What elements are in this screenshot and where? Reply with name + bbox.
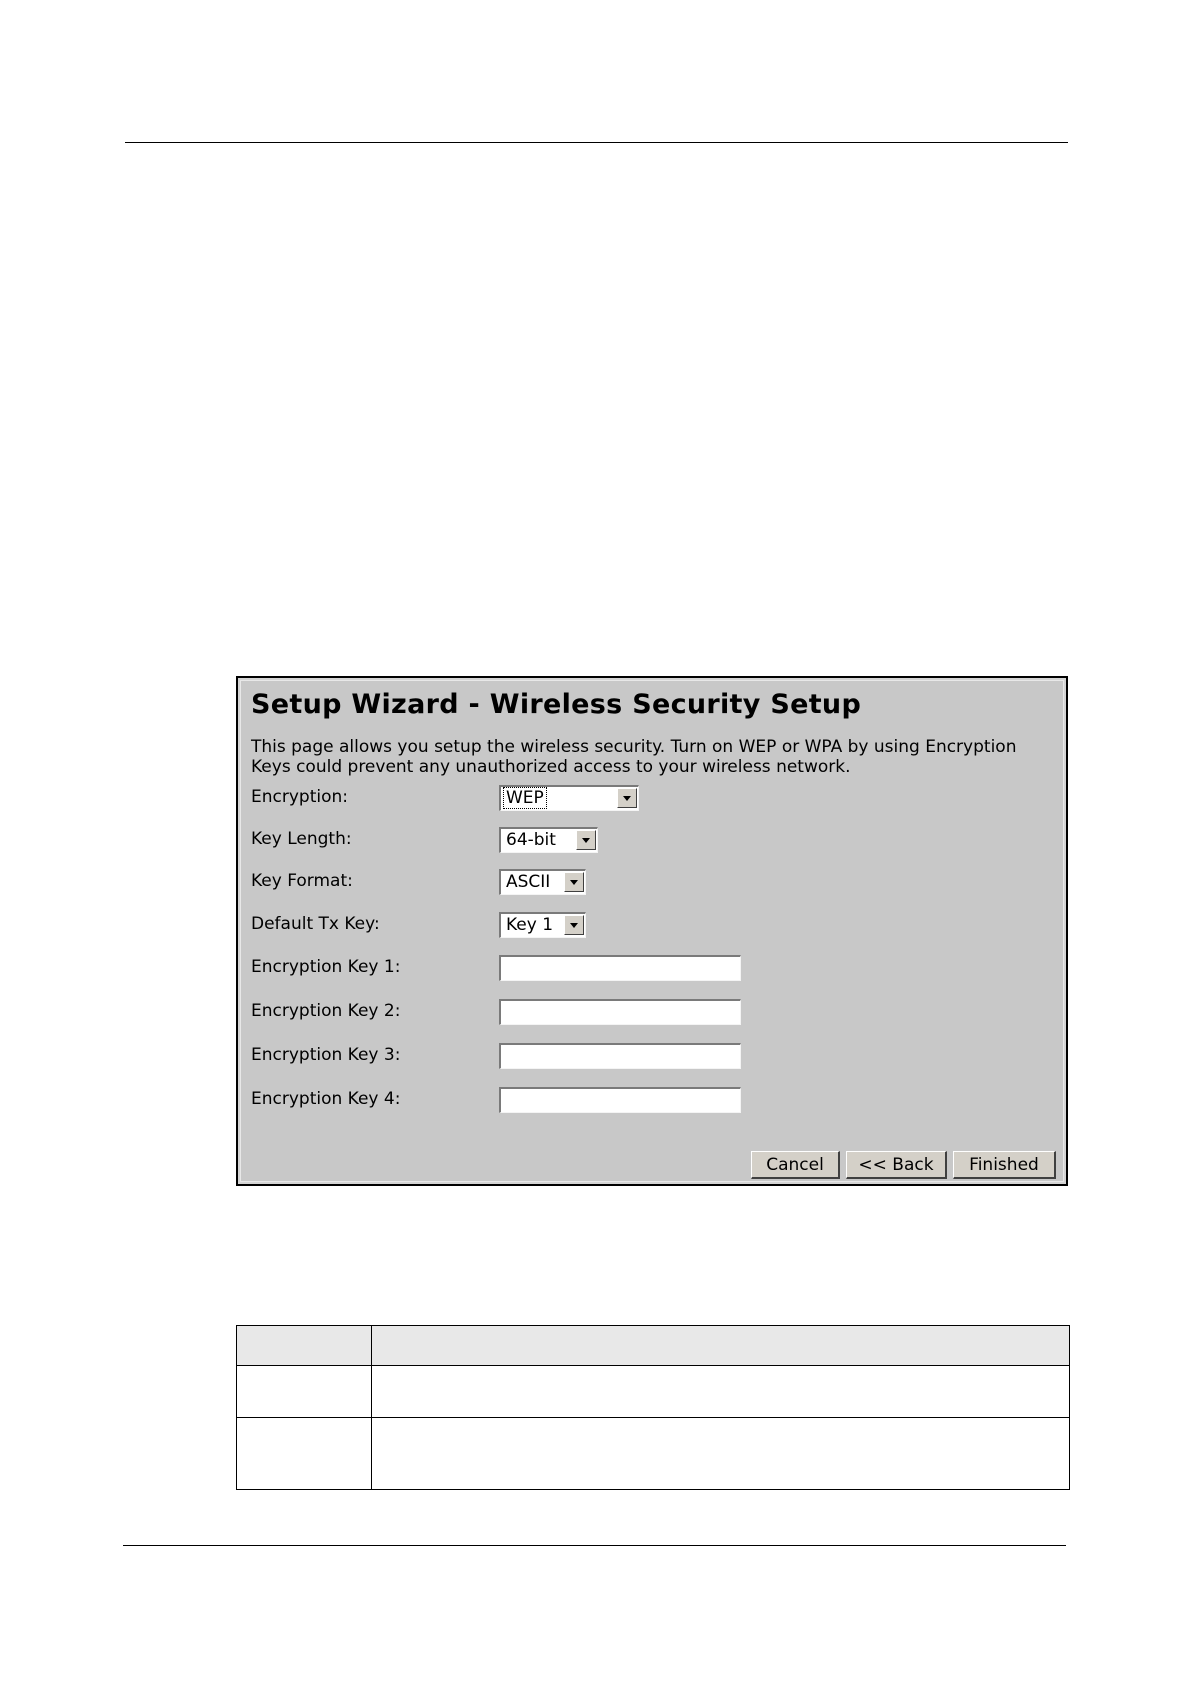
wireless-security-wizard-screenshot: [236, 676, 1068, 1186]
chevron-down-icon[interactable]: [564, 872, 584, 892]
key-length-selected-value: 64-bit: [506, 830, 556, 850]
key-format-selected-value: ASCII: [506, 872, 551, 892]
key-length-select[interactable]: [499, 827, 598, 853]
key-length-label: Key Length:: [251, 829, 352, 849]
encryption-selected-value: WEP: [506, 788, 544, 808]
encryption-label: Encryption:: [251, 787, 348, 807]
table-header-cell: [372, 1326, 1070, 1366]
table-cell: [237, 1366, 372, 1418]
chevron-down-icon[interactable]: [617, 788, 637, 808]
table-cell: [372, 1418, 1070, 1490]
back-button[interactable]: << Back: [846, 1151, 947, 1179]
finished-button[interactable]: Finished: [953, 1151, 1056, 1179]
encryption-key-3-label: Encryption Key 3:: [251, 1045, 401, 1065]
page-description: This page allows you setup the wireless security. Turn on WEP or WPA by using Encryption Keys could prevent any unauthorized access to your wireless network.: [251, 737, 1017, 777]
encryption-key-2-label: Encryption Key 2:: [251, 1001, 401, 1021]
chevron-down-icon[interactable]: [564, 915, 584, 935]
cancel-button[interactable]: Cancel: [751, 1151, 840, 1179]
key-format-label: Key Format:: [251, 871, 353, 891]
table-cell: [372, 1366, 1070, 1418]
encryption-key-2-input[interactable]: [499, 999, 741, 1025]
table-row: [237, 1418, 1070, 1490]
page-title: Setup Wizard - Wireless Security Setup: [251, 689, 862, 720]
header-rule: [125, 142, 1068, 143]
footer-rule: [123, 1545, 1066, 1546]
encryption-key-3-input[interactable]: [499, 1043, 741, 1069]
field-description-table: [236, 1325, 1070, 1490]
table-header-row: [237, 1326, 1070, 1366]
chevron-down-icon[interactable]: [576, 830, 596, 850]
key-format-select[interactable]: [499, 869, 586, 895]
encryption-key-1-label: Encryption Key 1:: [251, 957, 401, 977]
wizard-body: [240, 680, 1064, 1182]
default-tx-key-selected-value: Key 1: [506, 915, 554, 935]
table-cell: [237, 1418, 372, 1490]
encryption-key-4-input[interactable]: [499, 1087, 741, 1113]
encryption-select[interactable]: [499, 785, 639, 811]
table-header-cell: [237, 1326, 372, 1366]
encryption-key-1-input[interactable]: [499, 955, 741, 981]
encryption-key-4-label: Encryption Key 4:: [251, 1089, 401, 1109]
table-row: [237, 1366, 1070, 1418]
default-tx-key-select[interactable]: [499, 912, 586, 938]
default-tx-key-label: Default Tx Key:: [251, 914, 380, 934]
